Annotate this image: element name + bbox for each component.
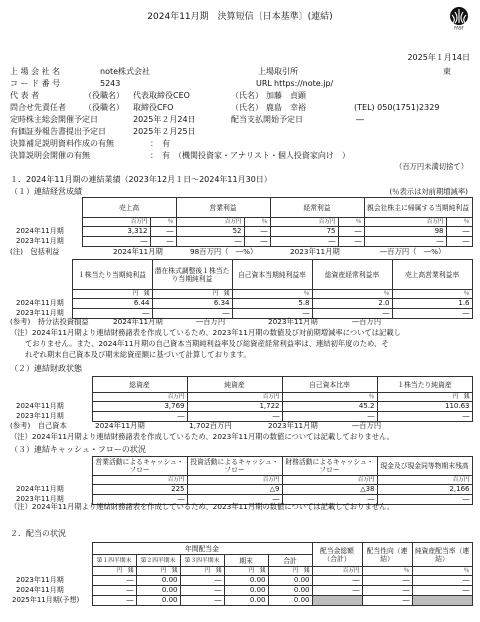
- briefing-label: 決算説明会開催の有無: [10, 151, 90, 160]
- table-cell: 3,769: [92, 402, 187, 412]
- table-cell: ―: [244, 237, 270, 247]
- table-cell: 0.00: [268, 576, 312, 586]
- table-cell: ―: [176, 237, 244, 247]
- table-cell: ―: [150, 227, 176, 237]
- dividend-table: [10, 542, 473, 606]
- div-unit: ％: [362, 567, 412, 576]
- ps-header-blank: [10, 260, 72, 290]
- fp-header-equity-ratio: 自己資本比率: [282, 377, 377, 393]
- listed-label: 上 場 会 社 名: [10, 67, 61, 76]
- table-cell: ―: [338, 227, 364, 237]
- table-cell: ―: [180, 586, 224, 596]
- table-cell: 52: [176, 227, 244, 237]
- table-cell: ―: [152, 309, 232, 319]
- exchange-label: 上場取引所: [258, 67, 298, 76]
- table-cell: ―: [377, 412, 472, 422]
- table-cell: 45.2: [282, 402, 377, 412]
- table-cell: 0.00: [268, 596, 312, 606]
- ps-unit: ％: [392, 290, 472, 299]
- ops-unit: 百万円: [364, 218, 446, 227]
- row-label: 2024年11月期: [16, 402, 64, 410]
- table-cell: ―: [92, 576, 136, 586]
- ops-header-op: 営業利益: [176, 198, 270, 218]
- table-cell: ―: [364, 237, 446, 247]
- note-1c: れぞれ期末自己資本及び期末総資産額に基づいて計算しております。: [25, 350, 251, 359]
- div-header-blank: [10, 543, 92, 567]
- row-label: 2023年11月期: [16, 495, 64, 503]
- div-header-doe: 純資産配当率（連結）: [412, 543, 472, 567]
- url-value[interactable]: https://note.jp/: [274, 79, 334, 88]
- ps-header-eps: １株当たり当期純利益: [72, 260, 152, 290]
- table-row: [10, 596, 472, 606]
- table-row: [10, 485, 472, 495]
- table-cell: 75: [270, 227, 338, 237]
- table-cell: ―: [362, 596, 412, 606]
- table-row: [10, 412, 472, 422]
- fp-header-net-assets: 純資産: [187, 377, 282, 393]
- table-row: [10, 237, 472, 247]
- equity-method-2023-label: 2023年11月期: [268, 317, 318, 326]
- table-cell: ―: [270, 237, 338, 247]
- ps-unit-blank: [10, 290, 72, 299]
- div-unit: 百万円: [312, 567, 362, 576]
- ops-header-sales: 売上高: [82, 198, 176, 218]
- div-header-year-end: 期末: [224, 555, 268, 567]
- exchange-value: 東: [443, 67, 451, 76]
- note-2: （注）2024年11月期より連結財務諸表を作成しているため、2023年11月期の数値については記載しておりません。: [10, 432, 395, 441]
- url-label: URL: [256, 79, 272, 88]
- supplement-label: 決算補足説明資料作成の有無: [10, 139, 114, 148]
- table-cell: 6.44: [72, 299, 152, 309]
- table-row: [10, 402, 472, 412]
- fp-unit: ％: [282, 393, 377, 402]
- cf-subtitle: （３）連結キャッシュ・フローの状況: [10, 445, 146, 454]
- table-cell: ―: [187, 495, 282, 505]
- table-cell: ―: [446, 237, 472, 247]
- per-share-table: [10, 259, 473, 319]
- fp-header-assets: 総資産: [92, 377, 187, 393]
- contact-label: 問合せ先責任者: [10, 103, 66, 112]
- table-cell: 0.00: [136, 596, 180, 606]
- row-label: 2023年11月期: [16, 576, 64, 584]
- ops-table: [10, 197, 473, 247]
- table-row: [10, 586, 472, 596]
- div-unit: 円 銭: [180, 567, 224, 576]
- row-label: 2023年11月期: [16, 309, 64, 317]
- ps-header-roe: 自己資本当期純利益率: [232, 260, 312, 290]
- table-cell: ―: [362, 586, 412, 596]
- report-date: 2025年１月14日: [407, 53, 470, 62]
- equity-2023-value: ―百万円: [352, 421, 382, 430]
- ops-unit: ％: [338, 218, 364, 227]
- table-cell: ―: [446, 227, 472, 237]
- div-start-value: ―: [356, 115, 364, 124]
- equity-label: (参考) 自己資本: [10, 421, 67, 430]
- table-cell: ―: [312, 586, 362, 596]
- div-unit: 円 銭: [268, 567, 312, 576]
- table-cell: ―: [150, 237, 176, 247]
- ci-2023-value: ―百万円（ ―%）: [380, 247, 446, 256]
- table-cell: ―: [392, 309, 472, 319]
- svg-text:FASF: FASF: [454, 25, 464, 30]
- div-unit: 円 銭: [224, 567, 268, 576]
- equity-method-label: (参考) 持分法投資損益: [10, 317, 89, 326]
- row-label: 2023年11月期: [16, 412, 64, 420]
- table-cell: ―: [362, 576, 412, 586]
- table-cell: 0.00: [224, 586, 268, 596]
- table-cell: ―: [412, 576, 472, 586]
- listed-value: note株式会社: [100, 67, 151, 76]
- financial-position-table: [10, 376, 473, 422]
- cf-unit: 百万円: [187, 476, 282, 485]
- table-cell: 0.00: [224, 576, 268, 586]
- report-date-value: 2025年２月25日: [133, 127, 196, 136]
- contact-title-label: （役職名）: [84, 103, 124, 112]
- ps-unit: ％: [232, 290, 312, 299]
- fp-unit: 百万円: [92, 393, 187, 402]
- table-cell: ―: [180, 596, 224, 606]
- code-value: 5243: [100, 79, 121, 88]
- div-unit-blank: [10, 567, 92, 576]
- report-date-label: 有価証券報告書提出予定日: [10, 127, 106, 136]
- table-cell: ―: [244, 227, 270, 237]
- rep-title: 代表取締役CEO: [133, 91, 190, 100]
- section2-title: ２．配当の状況: [10, 529, 66, 538]
- fp-header-bps: １株当たり純資産: [377, 377, 472, 393]
- pct-note: (％表示は対前期増減率): [389, 187, 468, 196]
- rep-name-label: （氏名）: [231, 91, 263, 100]
- row-label: 2024年11月期: [16, 227, 64, 235]
- div-header-total: 配当金総額（合計）: [312, 543, 362, 567]
- table-cell: 3,312: [82, 227, 150, 237]
- table-cell-shaded: [412, 596, 472, 606]
- fp-unit-blank: [10, 393, 92, 402]
- table-cell: 2,166: [377, 485, 472, 495]
- code-label: コ ー ド 番 号: [10, 79, 61, 88]
- table-cell: 1.6: [392, 299, 472, 309]
- table-cell: 6.34: [152, 299, 232, 309]
- rep-title-label: （役職名）: [84, 91, 124, 100]
- cf-header-cash: 現金及び現金同等物期末残高: [377, 457, 472, 476]
- div-unit: ％: [412, 567, 472, 576]
- cf-unit-blank: [10, 476, 92, 485]
- rounding-note: （百万円未満切捨て）: [395, 162, 468, 171]
- row-label: 2023年11月期: [16, 237, 64, 245]
- ops-unit: ％: [150, 218, 176, 227]
- ops-header-net: 親会社株主に帰属する当期純利益: [364, 198, 472, 218]
- agm-value: 2025年２月24日: [133, 115, 196, 124]
- supplement-value: ： 有: [150, 139, 170, 148]
- table-cell: 0.00: [268, 586, 312, 596]
- note-3: （注）2024年11月期より連結財務諸表を作成しているため、2023年11月期の数値については記載しておりません。: [10, 502, 395, 511]
- table-cell: ―: [92, 586, 136, 596]
- table-cell: 5.8: [232, 299, 312, 309]
- fp-header-blank: [10, 377, 92, 393]
- ci-2023-label: 2023年11月期: [290, 247, 340, 256]
- ops-unit: ％: [244, 218, 270, 227]
- table-cell: ―: [180, 576, 224, 586]
- rep-label: 代 表 者: [10, 91, 40, 100]
- ops-unit: ％: [446, 218, 472, 227]
- table-cell: 0.00: [136, 586, 180, 596]
- contact-title: 取締役CFO: [133, 103, 174, 112]
- table-cell: ―: [82, 237, 150, 247]
- ps-header-roa: 総資産経常利益率: [312, 260, 392, 290]
- contact-name: 鹿島 幸裕: [266, 103, 306, 112]
- table-cell: ―: [92, 495, 187, 505]
- contact-name-label: （氏名）: [231, 103, 263, 112]
- table-cell: ―: [312, 576, 362, 586]
- table-cell: ―: [377, 495, 472, 505]
- equity-2023-label: 2023年11月期: [268, 421, 318, 430]
- table-cell: 0.00: [224, 596, 268, 606]
- div-header-payout: 配当性向（連結）: [362, 543, 412, 567]
- section1-title: １．2024年11月期の連結業績（2023年12月１日～2024年11月30日）: [10, 175, 272, 184]
- table-cell: ―: [232, 309, 312, 319]
- table-cell: ―: [92, 596, 136, 606]
- ops-header-ord: 経常利益: [270, 198, 364, 218]
- table-cell: ―: [338, 237, 364, 247]
- fp-subtitle: （２）連結財政状態: [10, 364, 82, 373]
- table-cell: ―: [187, 412, 282, 422]
- table-cell-shaded: [312, 596, 362, 606]
- fp-unit: 円 銭: [377, 393, 472, 402]
- equity-2024-value: 1,702百万円: [189, 421, 232, 430]
- table-cell: ―: [72, 309, 152, 319]
- table-cell: ―: [312, 309, 392, 319]
- ops-unit: 百万円: [270, 218, 338, 227]
- note-1a: （注）2024年11月期より連結財務諸表を作成しているため、2023年11月期の数値及び対前期増減率については記載し: [10, 328, 401, 337]
- equity-method-2024-label: 2024年11月期: [113, 317, 163, 326]
- contact-tel: (TEL) 050(1751)2329: [354, 103, 440, 112]
- cf-header-financing: 財務活動によるキャッシュ・フロー: [282, 457, 377, 476]
- cash-flow-table: [10, 456, 473, 505]
- ops-unit: 百万円: [176, 218, 244, 227]
- report-title: 2024年11月期 決算短信〔日本基準〕(連結): [147, 12, 333, 22]
- div-header-q2: 第２四半期末: [136, 555, 180, 567]
- div-unit: 円 銭: [136, 567, 180, 576]
- ops-unit: 百万円: [82, 218, 150, 227]
- ops-subtitle: （１）連結経営成績: [10, 187, 82, 196]
- table-cell: 2.0: [312, 299, 392, 309]
- table-cell: ―: [282, 412, 377, 422]
- div-unit: 円 銭: [92, 567, 136, 576]
- table-cell: △9: [187, 485, 282, 495]
- ps-unit: 円 銭: [72, 290, 152, 299]
- table-cell: 98: [364, 227, 446, 237]
- cf-unit: 百万円: [377, 476, 472, 485]
- table-cell: △38: [282, 485, 377, 495]
- table-cell: ―: [282, 495, 377, 505]
- row-label: 2024年11月期: [16, 485, 64, 493]
- cf-header-investing: 投資活動によるキャッシュ・フロー: [187, 457, 282, 476]
- table-row: [10, 576, 472, 586]
- cf-header-operating: 営業活動によるキャッシュ・フロー: [92, 457, 187, 476]
- table-cell: 1,722: [187, 402, 282, 412]
- table-row: [10, 227, 472, 237]
- div-header-q3: 第３四半期末: [180, 555, 224, 567]
- cf-unit: 百万円: [92, 476, 187, 485]
- briefing-value: ： 有 （機関投資家・アナリスト・個人投資家向け ）: [150, 151, 350, 160]
- ops-header-blank: [10, 198, 82, 218]
- ci-2024-label: 2024年11月期: [113, 247, 163, 256]
- ci-note: (注) 包括利益: [10, 247, 60, 256]
- ops-unit-blank: [10, 218, 82, 227]
- agm-label: 定時株主総会開催予定日: [10, 115, 98, 124]
- note-1b: ておりません。また、2024年11月期の自己資本当期純利益率及び総資産経常利益率は、連結初年度のため、そ: [25, 339, 389, 348]
- table-cell: ―: [412, 586, 472, 596]
- table-cell: 0.00: [136, 576, 180, 586]
- table-cell: 225: [92, 485, 187, 495]
- table-cell: ―: [92, 412, 187, 422]
- div-header-sum: 合計: [268, 555, 312, 567]
- row-label: 2024年11月期: [16, 586, 64, 594]
- table-cell: 110.63: [377, 402, 472, 412]
- row-label: 2025年11月期(予想): [12, 596, 80, 604]
- equity-method-2024-value: ―百万円: [196, 317, 226, 326]
- ci-2024-value: 98百万円（ ―%）: [190, 247, 258, 256]
- rep-name: 加藤 貞顕: [266, 91, 306, 100]
- ps-unit: 円 銭: [152, 290, 232, 299]
- div-header-q1: 第１四半期末: [92, 555, 136, 567]
- cf-header-blank: [10, 457, 92, 476]
- equity-method-2023-value: ―百万円: [352, 317, 382, 326]
- div-header-annual: 年間配当金: [92, 543, 312, 555]
- ps-header-diluted-eps: 潜在株式調整後１株当たり当期純利益: [152, 260, 232, 290]
- fp-unit: 百万円: [187, 393, 282, 402]
- equity-2024-label: 2024年11月期: [95, 421, 145, 430]
- ps-unit: ％: [312, 290, 392, 299]
- div-start-label: 配当支払開始予定日: [231, 115, 303, 124]
- row-label: 2024年11月期: [16, 299, 64, 307]
- cf-unit: 百万円: [282, 476, 377, 485]
- table-row: [10, 299, 472, 309]
- ps-header-margin: 売上高営業利益率: [392, 260, 472, 290]
